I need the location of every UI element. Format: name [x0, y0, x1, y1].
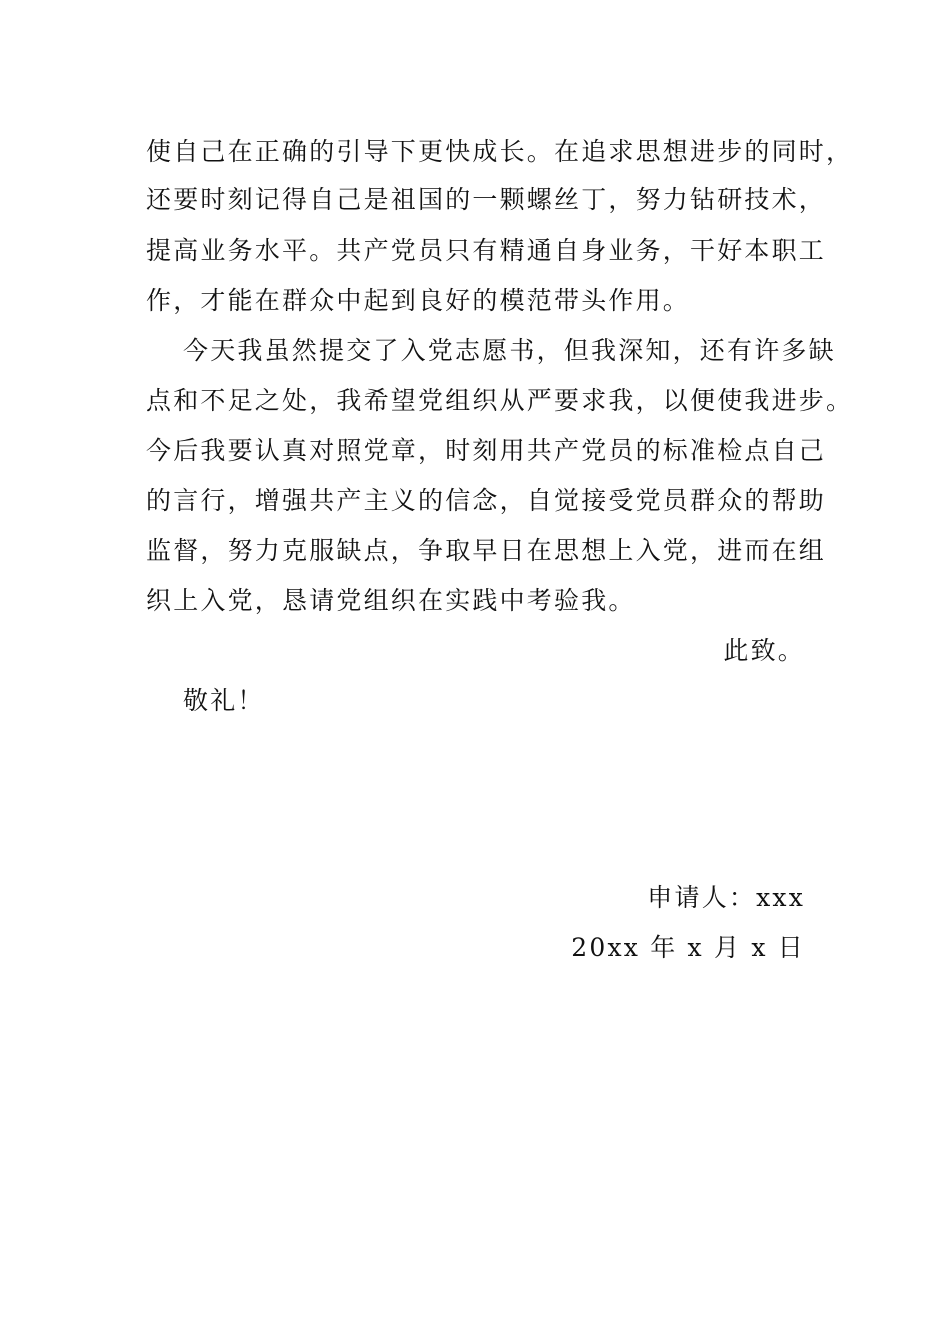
- applicant-signature: 申请人：xxx: [647, 883, 805, 912]
- paragraph-2-line-4: 的言行，增强共产主义的信念，自觉接受党员群众的帮助: [146, 486, 827, 515]
- paragraph-2-line-2: 点和不足之处，我希望党组织从严要求我，以便使我进步。: [146, 386, 854, 415]
- paragraph-2-line-6: 织上入党，恳请党组织在实践中考验我。: [146, 586, 636, 615]
- paragraph-2-line-1: 今天我虽然提交了入党志愿书，但我深知，还有许多缺: [183, 336, 836, 365]
- paragraph-1-line-1: 使自己在正确的引导下更快成长。在追求思想进步的同时，: [146, 137, 854, 166]
- paragraph-1-line-2: 还要时刻记得自己是祖国的一颗螺丝丁，努力钻研技术，: [146, 185, 827, 214]
- paragraph-1-line-3: 提高业务水平。共产党员只有精通自身业务，干好本职工: [146, 236, 827, 265]
- closing-text: 此致。: [723, 636, 805, 665]
- paragraph-2-line-5: 监督，努力克服缺点，争取早日在思想上入党，进而在组: [146, 536, 827, 565]
- paragraph-2-line-3: 今后我要认真对照党章，时刻用共产党员的标准检点自己: [146, 436, 827, 465]
- application-date: 20xx 年 x 月 x 日: [571, 933, 805, 962]
- salutation-text: 敬礼！: [183, 686, 265, 715]
- paragraph-1-line-4: 作，才能在群众中起到良好的模范带头作用。: [146, 286, 691, 315]
